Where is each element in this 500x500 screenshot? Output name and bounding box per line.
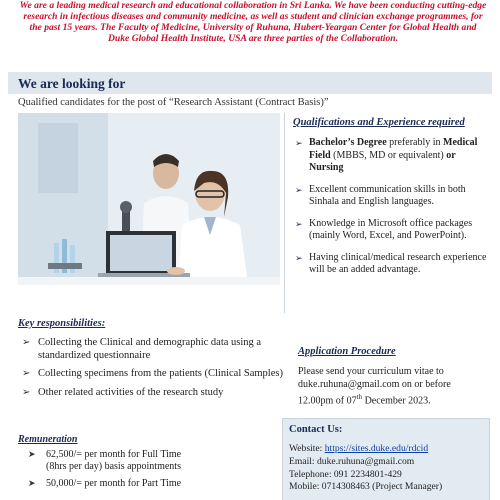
check-arrow-bullet-icon: ➤ [28,478,36,488]
responsibility-item [22,337,294,362]
post-description: Qualified candidates for the post of “Research Assistant (Contract Basis)” [18,97,329,108]
application-text [298,366,488,408]
arrow-bullet-icon: ➢ [22,337,31,348]
qualification-degree: Bachelor’s Degree [309,137,387,148]
looking-for-banner [8,72,492,94]
arrow-bullet-icon: ➢ [295,252,303,263]
website-link[interactable]: https://sites.duke.edu/rdcid [324,443,429,454]
responsibility-text: Other related activities of the research study [38,386,224,398]
lab-scene-illustration [18,113,280,285]
check-arrow-bullet-icon: ➤ [28,449,36,459]
contact-telephone: Telephone: 091 2234801-429 [289,468,402,480]
qualifications-list [295,137,490,286]
remuneration-line: 50,000/= per month for Part Time [46,478,182,489]
remuneration-item [28,449,278,472]
intro-paragraph: We are a leading medical research and educational collaboration in Sri Lanka. We have been conducting cutting-edge research in infectious diseases and community medicine, as well as student and clinician exchange programmes, for the past 15 years. The Faculty of Medicine, University of Ruhuna, Hubert-Yeargan Center for Global Health and Duke Global Health Institute, USA are three parties of the Collaboration. [19,0,487,44]
contact-title: Contact Us: [289,424,343,435]
qualification-item [295,218,490,243]
application-title: Application Procedure [298,346,396,357]
remuneration-title: Remuneration [18,434,78,445]
responsibility-item [22,368,294,381]
remuneration-line: 62,500/= per month for Full Time [46,449,182,460]
remuneration-list [28,449,278,496]
application-text-before: Please send your curriculum vitae to duke.ruhuna@gmail.com on or before 12.00pm of 07 [298,366,451,407]
contact-mobile: Mobile: 0714308463 (Project Manager) [289,481,443,493]
qualifications-title: Qualifications and Experience required [293,117,465,128]
application-text-after: December 2023. [362,395,431,407]
qualification-text: preferably in [386,137,444,148]
arrow-bullet-icon: ➢ [295,218,303,229]
arrow-bullet-icon: ➢ [22,368,31,379]
responsibility-text: Collecting specimens from the patients (Clinical Samples) [38,368,283,379]
responsibility-text: Collecting the Clinical and demographic data using a standardized questionnaire [38,337,262,361]
arrow-bullet-icon: ➢ [22,386,31,398]
qualification-item [295,184,490,209]
contact-website [289,443,489,456]
qualifications-panel [284,113,492,313]
qualification-text: Knowledge in Microsoft office packages (mainly Word, Excel, and PowerPoint). [309,217,473,241]
contact-email: Email: duke.ruhuna@gmail.com [289,455,415,467]
responsibilities-title: Key responsibilities: [18,318,106,329]
lab-photo [18,113,280,285]
responsibilities-list [22,337,294,405]
remuneration-item [28,478,278,490]
contact-box [282,418,490,500]
qualification-item [295,137,490,175]
qualification-text: Excellent communication skills in both Sinhala and English languages. [309,183,466,207]
responsibility-item [22,387,294,400]
remuneration-line: (8hrs per day) basis appointments [46,460,181,472]
qualification-nursing: or Nursing [309,149,456,173]
qualification-text: (MBBS, MD or equivalent) [330,149,447,161]
contact-lines [289,443,489,494]
application-superscript: th [356,393,363,401]
qualification-item [295,252,490,277]
qualification-text: Having clinical/medical research experience will be an added advantage. [309,251,487,275]
arrow-bullet-icon: ➢ [295,138,303,148]
qualification-field: Medical Field [309,137,478,161]
website-label: Website: [289,443,325,454]
banner-title: We are looking for [18,76,126,91]
arrow-bullet-icon: ➢ [295,184,303,195]
